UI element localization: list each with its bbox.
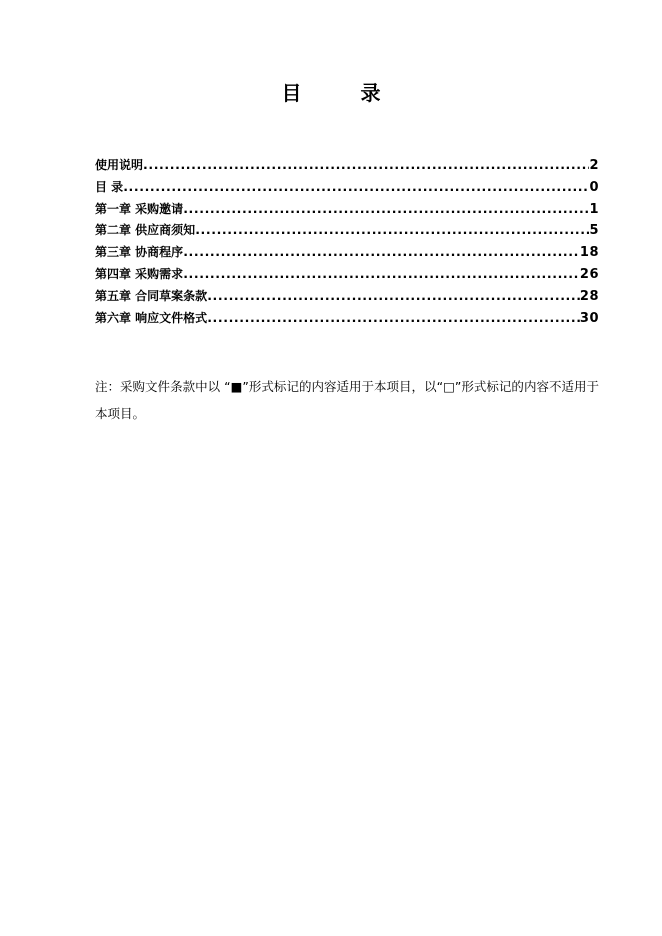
toc-entry-title: 第二章 供应商须知: [95, 223, 196, 238]
toc-entry-title: 使用说明: [95, 158, 144, 172]
page-title: 目 录: [281, 81, 407, 105]
toc-entry-chapter-2[interactable]: [95, 221, 599, 243]
toc-entry-title: 第五章 合同草案条款: [95, 288, 208, 303]
toc-page-number: 26: [579, 266, 599, 282]
toc-dot-leader: [183, 266, 580, 281]
toc-entry-chapter-5[interactable]: [95, 287, 599, 309]
toc-entry-title: 第三章 协商程序: [95, 245, 184, 260]
toc-page-number: 5: [589, 223, 599, 239]
table-of-contents: [95, 156, 599, 330]
toc-page-number: 1: [589, 201, 599, 217]
toc-page-number: 2: [589, 158, 599, 173]
toc-entry-instructions[interactable]: [95, 156, 599, 178]
toc-entry-title: 目 录: [95, 179, 124, 194]
toc-dot-leader: [183, 201, 589, 216]
toc-page-number: 28: [579, 288, 599, 304]
toc-page-number: 0: [589, 179, 599, 195]
toc-entry-chapter-6[interactable]: [95, 309, 599, 331]
toc-entry-chapter-1[interactable]: [95, 200, 599, 222]
toc-dot-leader: [143, 157, 589, 172]
toc-entry-chapter-3[interactable]: [95, 243, 599, 265]
toc-entry-contents[interactable]: [95, 178, 599, 200]
toc-dot-leader: [207, 310, 580, 325]
toc-dot-leader: [207, 288, 580, 303]
toc-dot-leader: [123, 179, 589, 194]
toc-page-number: 18: [579, 245, 599, 261]
toc-dot-leader: [183, 244, 580, 259]
toc-page-number: 30: [579, 310, 599, 326]
toc-dot-leader: [195, 222, 589, 237]
note-paragraph: 注：采购文件条款中以 “■”形式标记的内容适用于本项目，以“□”形式标记的内容不适用于本项目。: [95, 379, 599, 421]
toc-entry-chapter-4[interactable]: [95, 265, 599, 287]
toc-entry-title: 第一章 采购邀请: [95, 201, 184, 216]
toc-entry-title: 第六章 响应文件格式: [95, 310, 208, 325]
toc-entry-title: 第四章 采购需求: [95, 266, 184, 281]
